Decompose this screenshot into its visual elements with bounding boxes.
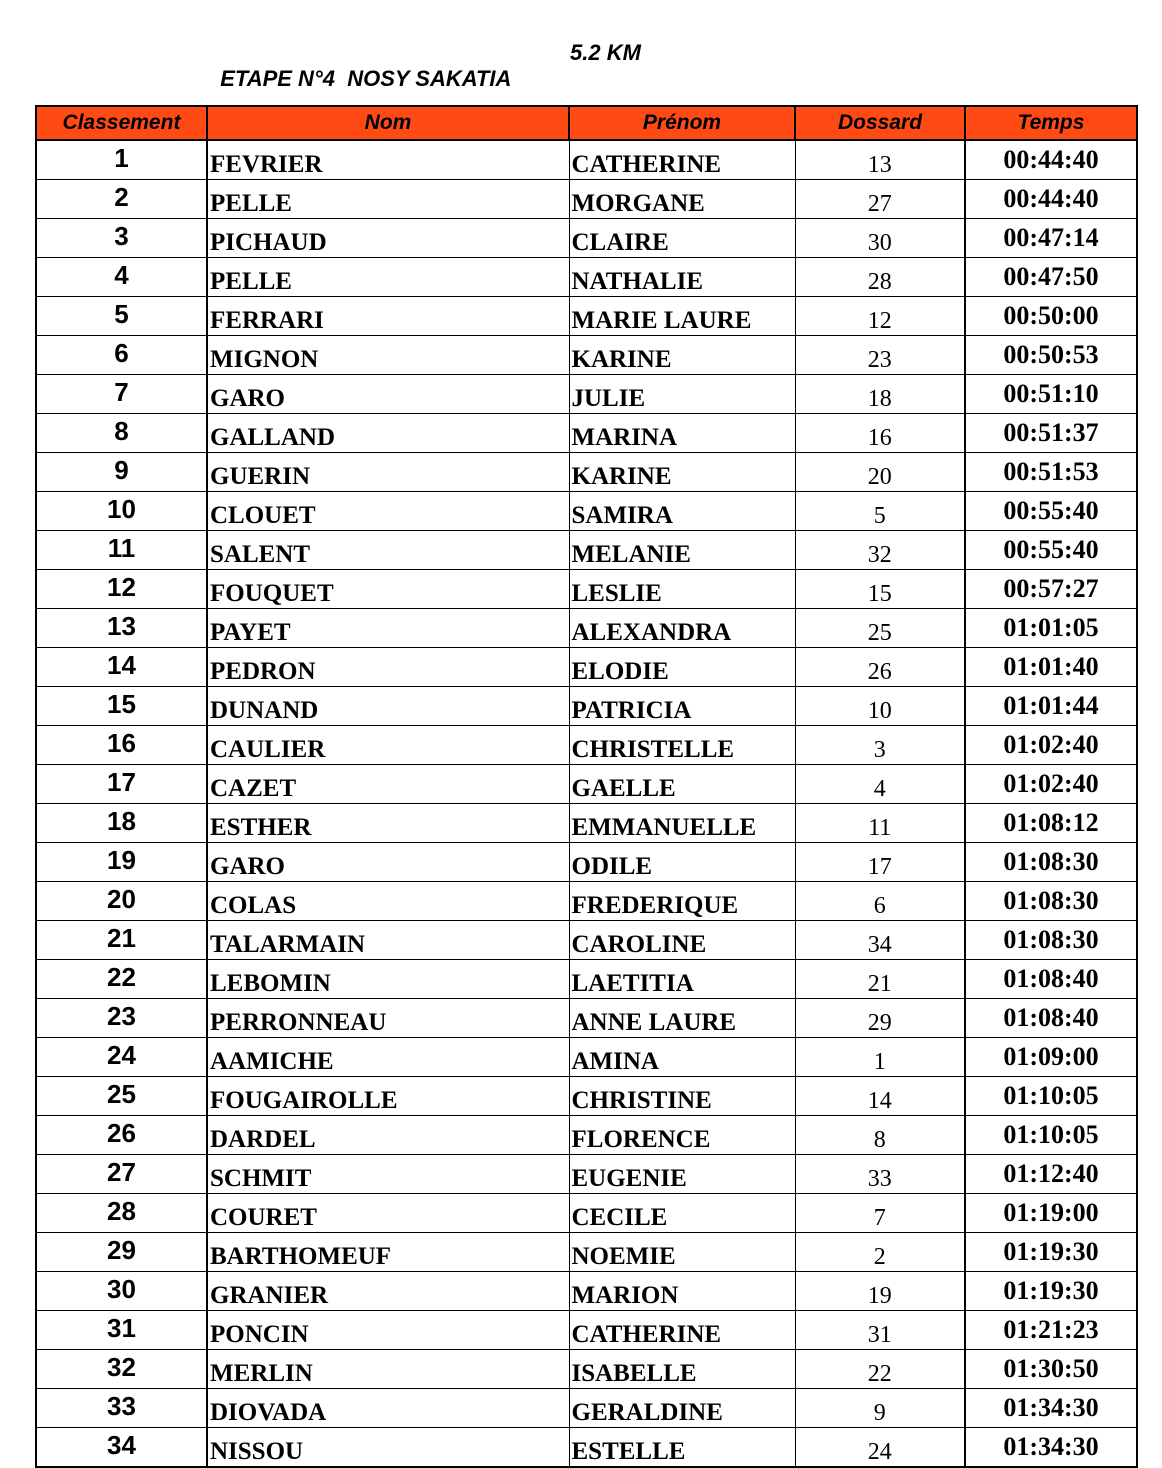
nom-cell: PELLE: [207, 258, 569, 297]
table-row: [36, 765, 1137, 804]
nom-cell: GARO: [207, 375, 569, 414]
nom-cell: TALARMAIN: [207, 921, 569, 960]
temps-cell: 01:09:00: [965, 1038, 1137, 1077]
table-row: [36, 219, 1137, 258]
dossard-cell: 8: [795, 1116, 965, 1155]
dossard-cell: 25: [795, 609, 965, 648]
rank-cell: 14: [36, 648, 207, 687]
stage-distance: 5.2 KM: [570, 40, 641, 65]
nom-cell: FOUGAIROLLE: [207, 1077, 569, 1116]
temps-cell: 00:51:10: [965, 375, 1137, 414]
rank-cell: 2: [36, 180, 207, 219]
prenom-cell: CATHERINE: [569, 1311, 795, 1350]
prenom-cell: CATHERINE: [569, 140, 795, 180]
table-row: [36, 492, 1137, 531]
temps-cell: 00:50:53: [965, 336, 1137, 375]
header-classement: Classement: [36, 106, 207, 140]
dossard-cell: 1: [795, 1038, 965, 1077]
dossard-cell: 19: [795, 1272, 965, 1311]
rank-cell: 24: [36, 1038, 207, 1077]
dossard-cell: 15: [795, 570, 965, 609]
dossard-cell: 23: [795, 336, 965, 375]
table-row: [36, 1194, 1137, 1233]
rank-cell: 13: [36, 609, 207, 648]
temps-cell: 00:47:14: [965, 219, 1137, 258]
temps-cell: 00:47:50: [965, 258, 1137, 297]
nom-cell: GARO: [207, 843, 569, 882]
temps-cell: 00:44:40: [965, 140, 1137, 180]
table-row: [36, 140, 1137, 180]
prenom-cell: MELANIE: [569, 531, 795, 570]
nom-cell: CAULIER: [207, 726, 569, 765]
nom-cell: AAMICHE: [207, 1038, 569, 1077]
prenom-cell: CHRISTINE: [569, 1077, 795, 1116]
dossard-cell: 12: [795, 297, 965, 336]
temps-cell: 01:02:40: [965, 726, 1137, 765]
table-row: [36, 882, 1137, 921]
table-row: [36, 375, 1137, 414]
temps-cell: 01:08:12: [965, 804, 1137, 843]
table-row: [36, 609, 1137, 648]
rank-cell: 23: [36, 999, 207, 1038]
table-row: [36, 687, 1137, 726]
table-row: [36, 1233, 1137, 1272]
rank-cell: 16: [36, 726, 207, 765]
prenom-cell: CLAIRE: [569, 219, 795, 258]
temps-cell: 01:10:05: [965, 1077, 1137, 1116]
temps-cell: 01:08:40: [965, 960, 1137, 999]
prenom-cell: ELODIE: [569, 648, 795, 687]
rank-cell: 21: [36, 921, 207, 960]
table-row: [36, 1272, 1137, 1311]
dossard-cell: 10: [795, 687, 965, 726]
prenom-cell: EMMANUELLE: [569, 804, 795, 843]
nom-cell: LEBOMIN: [207, 960, 569, 999]
table-row: [36, 531, 1137, 570]
temps-cell: 00:44:40: [965, 180, 1137, 219]
prenom-cell: AMINA: [569, 1038, 795, 1077]
table-row: [36, 1077, 1137, 1116]
table-row: [36, 1116, 1137, 1155]
dossard-cell: 26: [795, 648, 965, 687]
nom-cell: SCHMIT: [207, 1155, 569, 1194]
temps-cell: 01:01:40: [965, 648, 1137, 687]
nom-cell: PERRONNEAU: [207, 999, 569, 1038]
table-row: [36, 804, 1137, 843]
prenom-cell: LESLIE: [569, 570, 795, 609]
temps-cell: 01:01:44: [965, 687, 1137, 726]
header-nom: Nom: [207, 106, 569, 140]
temps-cell: 01:08:30: [965, 921, 1137, 960]
prenom-cell: MARIE LAURE: [569, 297, 795, 336]
header-temps: Temps: [965, 106, 1137, 140]
table-row: [36, 1038, 1137, 1077]
dossard-cell: 31: [795, 1311, 965, 1350]
nom-cell: FEVRIER: [207, 140, 569, 180]
dossard-cell: 18: [795, 375, 965, 414]
prenom-cell: ISABELLE: [569, 1350, 795, 1389]
table-row: [36, 414, 1137, 453]
temps-cell: 01:08:30: [965, 882, 1137, 921]
nom-cell: PAYET: [207, 609, 569, 648]
nom-cell: DUNAND: [207, 687, 569, 726]
table-row: [36, 570, 1137, 609]
rank-cell: 15: [36, 687, 207, 726]
nom-cell: COURET: [207, 1194, 569, 1233]
dossard-cell: 17: [795, 843, 965, 882]
prenom-cell: ANNE LAURE: [569, 999, 795, 1038]
table-row: [36, 1350, 1137, 1389]
temps-cell: 01:08:30: [965, 843, 1137, 882]
prenom-cell: ESTELLE: [569, 1428, 795, 1468]
dossard-cell: 28: [795, 258, 965, 297]
dossard-cell: 14: [795, 1077, 965, 1116]
rank-cell: 22: [36, 960, 207, 999]
table-row: [36, 843, 1137, 882]
dossard-cell: 33: [795, 1155, 965, 1194]
table-row: [36, 1389, 1137, 1428]
nom-cell: GUERIN: [207, 453, 569, 492]
nom-cell: GRANIER: [207, 1272, 569, 1311]
temps-cell: 00:55:40: [965, 492, 1137, 531]
nom-cell: FOUQUET: [207, 570, 569, 609]
prenom-cell: MARINA: [569, 414, 795, 453]
dossard-cell: 2: [795, 1233, 965, 1272]
nom-cell: NISSOU: [207, 1428, 569, 1468]
dossard-cell: 30: [795, 219, 965, 258]
temps-cell: 01:01:05: [965, 609, 1137, 648]
rank-cell: 31: [36, 1311, 207, 1350]
temps-cell: 00:57:27: [965, 570, 1137, 609]
stage-title: ETAPE N°4 NOSY SAKATIA: [220, 66, 512, 91]
prenom-cell: NATHALIE: [569, 258, 795, 297]
header-prenom: Prénom: [569, 106, 795, 140]
prenom-cell: MORGANE: [569, 180, 795, 219]
dossard-cell: 22: [795, 1350, 965, 1389]
temps-cell: 01:02:40: [965, 765, 1137, 804]
table-row: [36, 258, 1137, 297]
temps-cell: 01:21:23: [965, 1311, 1137, 1350]
prenom-cell: FLORENCE: [569, 1116, 795, 1155]
temps-cell: 01:19:00: [965, 1194, 1137, 1233]
temps-cell: 00:51:53: [965, 453, 1137, 492]
dossard-cell: 6: [795, 882, 965, 921]
table-row: [36, 726, 1137, 765]
rank-cell: 1: [36, 140, 207, 180]
rank-cell: 34: [36, 1428, 207, 1468]
header-row: [36, 106, 1137, 140]
rank-cell: 10: [36, 492, 207, 531]
temps-cell: 01:30:50: [965, 1350, 1137, 1389]
dossard-cell: 9: [795, 1389, 965, 1428]
dossard-cell: 21: [795, 960, 965, 999]
prenom-cell: EUGENIE: [569, 1155, 795, 1194]
table-row: [36, 960, 1137, 999]
prenom-cell: JULIE: [569, 375, 795, 414]
temps-cell: 01:19:30: [965, 1233, 1137, 1272]
nom-cell: SALENT: [207, 531, 569, 570]
nom-cell: ESTHER: [207, 804, 569, 843]
nom-cell: BARTHOMEUF: [207, 1233, 569, 1272]
prenom-cell: ODILE: [569, 843, 795, 882]
dossard-cell: 7: [795, 1194, 965, 1233]
nom-cell: PEDRON: [207, 648, 569, 687]
dossard-cell: 24: [795, 1428, 965, 1468]
nom-cell: PELLE: [207, 180, 569, 219]
rank-cell: 29: [36, 1233, 207, 1272]
temps-cell: 01:34:30: [965, 1389, 1137, 1428]
prenom-cell: CAROLINE: [569, 921, 795, 960]
nom-cell: CLOUET: [207, 492, 569, 531]
nom-cell: DARDEL: [207, 1116, 569, 1155]
prenom-cell: KARINE: [569, 336, 795, 375]
nom-cell: FERRARI: [207, 297, 569, 336]
rank-cell: 17: [36, 765, 207, 804]
results-table-body: [36, 140, 1137, 1467]
table-row: [36, 297, 1137, 336]
prenom-cell: LAETITIA: [569, 960, 795, 999]
prenom-cell: PATRICIA: [569, 687, 795, 726]
nom-cell: DIOVADA: [207, 1389, 569, 1428]
header-dossard: Dossard: [795, 106, 965, 140]
prenom-cell: GAELLE: [569, 765, 795, 804]
temps-cell: 01:34:30: [965, 1428, 1137, 1468]
dossard-cell: 4: [795, 765, 965, 804]
prenom-cell: SAMIRA: [569, 492, 795, 531]
temps-cell: 01:19:30: [965, 1272, 1137, 1311]
rank-cell: 12: [36, 570, 207, 609]
prenom-cell: CECILE: [569, 1194, 795, 1233]
dossard-cell: 11: [795, 804, 965, 843]
rank-cell: 4: [36, 258, 207, 297]
temps-cell: 00:55:40: [965, 531, 1137, 570]
rank-cell: 7: [36, 375, 207, 414]
rank-cell: 19: [36, 843, 207, 882]
rank-cell: 32: [36, 1350, 207, 1389]
prenom-cell: CHRISTELLE: [569, 726, 795, 765]
rank-cell: 33: [36, 1389, 207, 1428]
rank-cell: 9: [36, 453, 207, 492]
rank-cell: 28: [36, 1194, 207, 1233]
dossard-cell: 27: [795, 180, 965, 219]
table-row: [36, 921, 1137, 960]
rank-cell: 27: [36, 1155, 207, 1194]
dossard-cell: 29: [795, 999, 965, 1038]
results-table: [35, 105, 1138, 1468]
nom-cell: PONCIN: [207, 1311, 569, 1350]
nom-cell: CAZET: [207, 765, 569, 804]
dossard-cell: 16: [795, 414, 965, 453]
nom-cell: MERLIN: [207, 1350, 569, 1389]
results-table-header: [36, 106, 1137, 140]
table-row: [36, 999, 1137, 1038]
rank-cell: 30: [36, 1272, 207, 1311]
rank-cell: 8: [36, 414, 207, 453]
rank-cell: 18: [36, 804, 207, 843]
rank-cell: 5: [36, 297, 207, 336]
prenom-cell: MARION: [569, 1272, 795, 1311]
nom-cell: GALLAND: [207, 414, 569, 453]
dossard-cell: 13: [795, 140, 965, 180]
table-row: [36, 453, 1137, 492]
rank-cell: 11: [36, 531, 207, 570]
nom-cell: PICHAUD: [207, 219, 569, 258]
dossard-cell: 34: [795, 921, 965, 960]
table-row: [36, 1311, 1137, 1350]
table-row: [36, 1155, 1137, 1194]
table-row: [36, 648, 1137, 687]
table-row: [36, 1428, 1137, 1468]
nom-cell: COLAS: [207, 882, 569, 921]
dossard-cell: 32: [795, 531, 965, 570]
prenom-cell: NOEMIE: [569, 1233, 795, 1272]
temps-cell: 00:50:00: [965, 297, 1137, 336]
prenom-cell: KARINE: [569, 453, 795, 492]
table-row: [36, 336, 1137, 375]
rank-cell: 20: [36, 882, 207, 921]
rank-cell: 6: [36, 336, 207, 375]
table-row: [36, 180, 1137, 219]
rank-cell: 26: [36, 1116, 207, 1155]
temps-cell: 01:10:05: [965, 1116, 1137, 1155]
dossard-cell: 3: [795, 726, 965, 765]
prenom-cell: FREDERIQUE: [569, 882, 795, 921]
dossard-cell: 5: [795, 492, 965, 531]
nom-cell: MIGNON: [207, 336, 569, 375]
temps-cell: 01:12:40: [965, 1155, 1137, 1194]
prenom-cell: GERALDINE: [569, 1389, 795, 1428]
dossard-cell: 20: [795, 453, 965, 492]
temps-cell: 00:51:37: [965, 414, 1137, 453]
temps-cell: 01:08:40: [965, 999, 1137, 1038]
prenom-cell: ALEXANDRA: [569, 609, 795, 648]
rank-cell: 3: [36, 219, 207, 258]
rank-cell: 25: [36, 1077, 207, 1116]
